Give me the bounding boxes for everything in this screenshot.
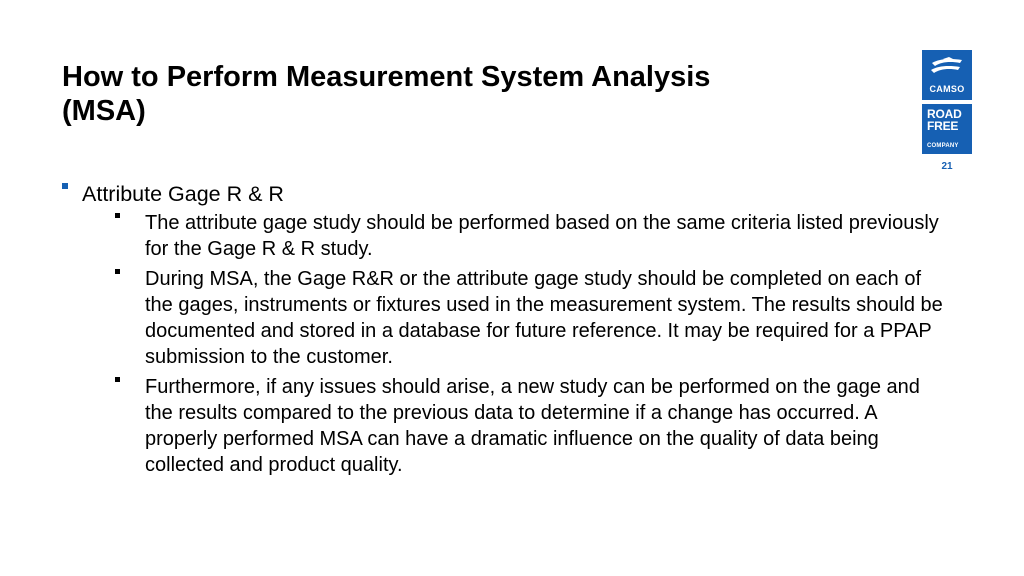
sub-bullet-item: [62, 210, 952, 262]
company-logo: [922, 50, 972, 154]
sub-bullet-item: [62, 266, 952, 370]
bullet-heading: [62, 180, 952, 208]
camso-logo: [922, 50, 972, 100]
sub-bullet-text: During MSA, the Gage R&R or the attribute gage study should be completed on each of the gages, instruments or fixtures used in the measurement system. The results should be documented and stored in a database for future reference. It may be required for a PPAP submission to the customer.: [145, 268, 943, 368]
sub-bullet-text: Furthermore, if any issues should arise, a new study can be performed on the gage and the results compared to the previous data to determine if a change has occurred. A properly performed MSA can have a dramatic influence on the quality of data being collected and product quality.: [145, 376, 920, 476]
sub-bullet-list: [62, 210, 952, 478]
camso-wordmark: CAMSO: [929, 84, 965, 94]
road-free-wordmark: ROAD FREE: [927, 107, 962, 133]
square-bullet-icon: [115, 377, 120, 382]
slide-content: [62, 180, 952, 482]
sub-bullet-item: [62, 374, 952, 478]
company-wordmark: COMPANY: [927, 143, 959, 149]
sub-bullet-text: The attribute gage study should be performed based on the same criteria listed previously for the Gage R & R study.: [145, 212, 939, 260]
square-bullet-icon: [115, 269, 120, 274]
square-bullet-icon: [115, 213, 120, 218]
camso-track-icon: [929, 57, 965, 79]
slide-title: How to Perform Measurement System Analysis (MSA): [62, 61, 711, 127]
page-number: 21: [941, 161, 953, 172]
road-free-company-logo: [922, 104, 972, 154]
bullet-heading-text: Attribute Gage R & R: [82, 182, 284, 206]
square-bullet-icon: [62, 183, 68, 189]
